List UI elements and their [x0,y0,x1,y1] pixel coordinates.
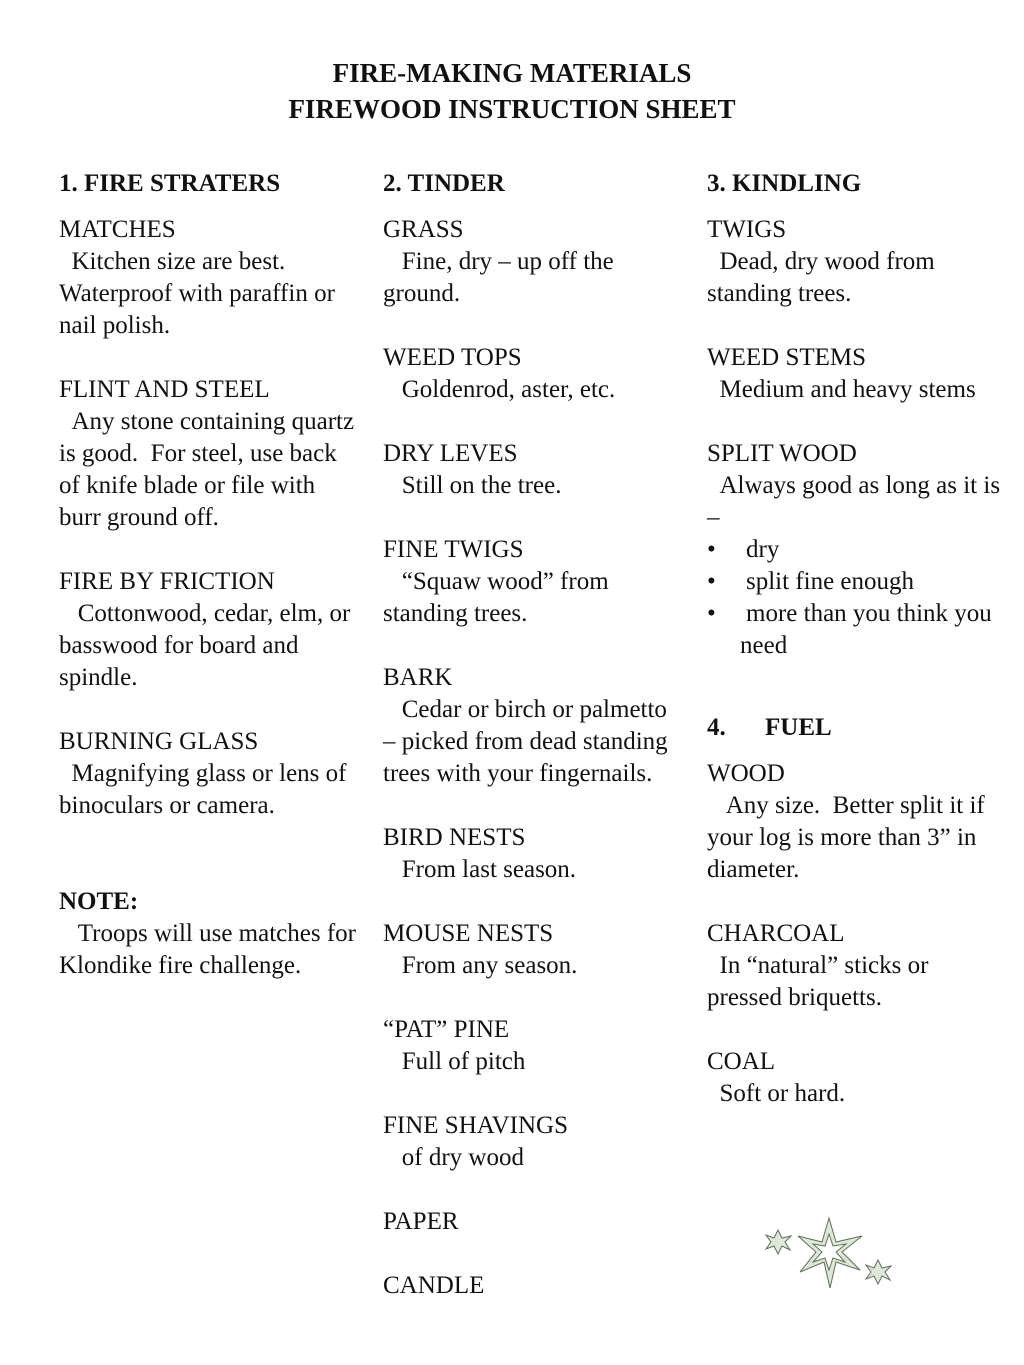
item-name: PAPER [383,1208,459,1235]
item-desc: Goldenrod, aster, etc. [383,376,616,403]
friction-section [59,566,359,694]
tinder-item [383,342,683,406]
item-name: FINE SHAVINGS [383,1112,568,1139]
tinder-item [383,1014,683,1078]
note-label: NOTE: [59,888,139,915]
fuel-number: 4. [707,714,726,741]
matches-section [59,214,359,342]
item-desc: “Squaw wood” from standing trees. [383,568,615,627]
tinder-item [383,534,683,630]
item-name: MOUSE NESTS [383,920,554,947]
item-name: WEED STEMS [707,344,867,371]
fuel-item [707,918,1007,1014]
kindling-item [707,214,1007,310]
item-desc: Always good as long as it is – [707,472,1007,531]
item-desc: Any size. Better split it if your log is more than 3” in diameter. [707,792,991,883]
item-desc: From any season. [383,952,578,979]
item-name: BIRD NESTS [383,824,526,851]
fuel-item [707,758,1007,886]
fuel-heading-text: FUEL [765,714,832,741]
item-name: FINE TWIGS [383,536,524,563]
tinder-item [383,1270,683,1302]
title-line-2: FIREWOOD INSTRUCTION SHEET [288,94,736,124]
bullet-icon: • [707,600,716,627]
item-name: “PAT” PINE [383,1016,510,1043]
tinder-item [383,1110,683,1174]
tinder-item [383,214,683,310]
bullet-icon: • [707,568,716,595]
item-desc: From last season. [383,856,577,883]
item-desc: Fine, dry – up off the ground. [383,248,621,307]
item-desc: Still on the tree. [383,472,562,499]
item-name: FLINT AND STEEL [59,376,270,403]
fire-starters-column [59,168,363,1014]
item-desc: Any stone containing quartz is good. For steel, use back of knife blade or file with burr ground off. [59,408,361,531]
item-name: COAL [707,1048,776,1075]
tinder-heading: 2. TINDER [383,170,505,197]
item-name: SPLIT WOOD [707,440,857,467]
tinder-item [383,662,683,790]
item-desc: In “natural” sticks or pressed briquetts. [707,952,935,1011]
item-name: BARK [383,664,453,691]
item-name: CHARCOAL [707,920,845,947]
item-name: CANDLE [383,1272,485,1299]
item-name: FIRE BY FRICTION [59,568,275,595]
fuel-item [707,1046,1007,1110]
item-desc: Kitchen size are best. Waterproof with paraffin or nail polish. [59,248,342,339]
item-desc: Magnifying glass or lens of binoculars or camera. [59,760,353,819]
flint-steel-section [59,374,359,534]
item-name: WOOD [707,760,785,787]
item-name: BURNING GLASS [59,728,259,755]
item-name: DRY LEVES [383,440,518,467]
bullet-icon: • [707,536,716,563]
item-desc: of dry wood [383,1144,524,1171]
kindling-heading: 3. KINDLING [707,170,862,197]
tinder-item [383,1206,683,1238]
tinder-column [383,168,683,1334]
title-line-1: FIRE-MAKING MATERIALS [332,58,692,88]
item-desc: Medium and heavy stems [707,376,976,403]
item-name: TWIGS [707,216,787,243]
bullet-text: split fine enough [746,568,915,595]
note-section [59,886,363,982]
bullet-text: more than you think you need [740,600,992,659]
item-desc: Dead, dry wood from standing trees. [707,248,941,307]
tinder-item [383,438,683,502]
fuel-heading [707,712,1007,744]
item-desc: Soft or hard. [707,1080,846,1107]
note-text: Troops will use matches for Klondike fire challenge. [59,920,363,979]
page-title [0,55,1024,127]
kindling-item [707,342,1007,406]
item-desc: Cedar or birch or palmetto – picked from dead standing trees with your fingernails. [383,696,674,787]
tinder-item [383,822,683,886]
tinder-item [383,918,683,982]
bullet-item [707,534,1007,566]
bullet-text: dry [746,536,780,563]
split-wood-bullets [707,534,1007,662]
item-name: GRASS [383,216,464,243]
item-name: WEED TOPS [383,344,522,371]
item-desc: Cottonwood, cedar, elm, or basswood for board and spindle. [59,600,357,691]
item-name: MATCHES [59,216,176,243]
kindling-column [707,168,1007,1142]
snowflake-leaf-clipart-icon [758,1212,900,1292]
bullet-item [707,598,1007,662]
bullet-item [707,566,1007,598]
burning-glass-section [59,726,359,822]
kindling-item [707,438,1007,662]
item-desc: Full of pitch [383,1048,526,1075]
fire-starters-heading: 1. FIRE STRATERS [59,170,281,197]
